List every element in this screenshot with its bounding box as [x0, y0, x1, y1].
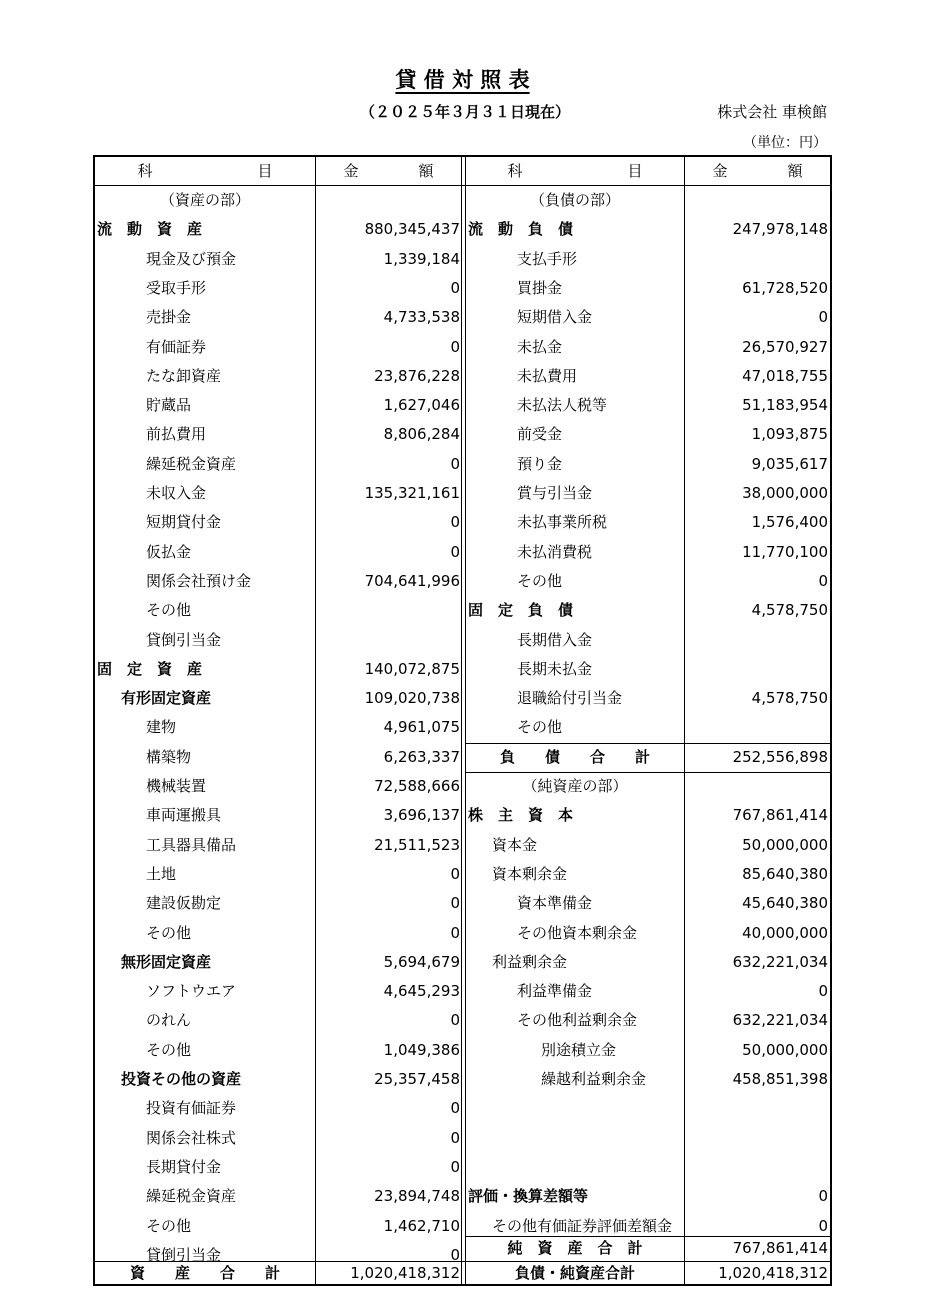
- asset-item-amount: 0: [450, 923, 460, 942]
- asset-item-amount: 4,645,293: [383, 982, 460, 1001]
- asset-item-amount: 109,020,738: [364, 689, 460, 708]
- net-asset-item-amount: [685, 1124, 828, 1153]
- net-asset-item-amount: 767,861,414: [732, 806, 828, 825]
- asset-item-amount: 140,072,875: [364, 659, 460, 678]
- asset-item-label: 固 定 資 産: [97, 659, 203, 678]
- asset-item-label: 関係会社株式: [146, 1128, 237, 1147]
- right-amount-header: 金 額: [712, 162, 803, 180]
- liability-item-label: 未払事業所税: [517, 513, 608, 532]
- asset-item-amount: 0: [450, 1157, 460, 1176]
- asset-item-amount: 0: [450, 278, 460, 297]
- grand-total-label: 負債・純資産合計: [514, 1264, 635, 1282]
- net-asset-item-label: 利益剰余金: [492, 952, 568, 971]
- net-asset-item-amount: 632,221,034: [732, 952, 828, 971]
- asset-item-amount: 4,733,538: [383, 308, 460, 327]
- asset-item-amount: 1,627,046: [383, 396, 460, 415]
- net-asset-item-amount: 40,000,000: [742, 923, 828, 942]
- asset-item-amount: 6,263,337: [383, 747, 460, 766]
- net-asset-section-label: （純資産の部）: [522, 777, 628, 795]
- asset-item-label: 投資有価証券: [146, 1099, 237, 1118]
- liability-item-label: 未払金: [517, 337, 563, 356]
- asset-item-label: ソフトウエア: [146, 982, 237, 1001]
- asset-item-label: その他: [146, 601, 192, 620]
- asset-item-label: 車両運搬具: [146, 806, 222, 825]
- asset-item-label: 機械装置: [146, 777, 207, 795]
- liability-item-amount: [685, 626, 828, 655]
- asset-item-label: 有価証券: [146, 337, 207, 356]
- liability-item-label: 未払費用: [517, 366, 578, 385]
- asset-item-amount: 8,806,284: [383, 425, 460, 444]
- liability-item-amount: 4,578,750: [751, 601, 828, 620]
- net-asset-item-label: 資本金: [492, 835, 538, 854]
- asset-item-label: 関係会社預け金: [146, 571, 252, 590]
- net-asset-item-amount: [685, 1153, 828, 1182]
- asset-item-label: 土地: [146, 864, 177, 883]
- asset-item-label: 貸倒引当金: [146, 1245, 222, 1264]
- asset-item-label: 受取手形: [146, 278, 207, 297]
- net-asset-item-label: [468, 1124, 684, 1153]
- asset-item-amount: 23,894,748: [374, 1187, 460, 1206]
- net-asset-item-amount: 632,221,034: [732, 1011, 828, 1030]
- net-asset-item-label: 評価・換算差額等: [468, 1187, 589, 1206]
- liability-item-amount: 247,978,148: [732, 220, 828, 239]
- liability-item-amount: 26,570,927: [742, 337, 828, 356]
- liability-section-label: （負債の部）: [529, 191, 620, 209]
- asset-item-amount: 5,694,679: [383, 952, 460, 971]
- liability-item-amount: 0: [818, 308, 828, 327]
- liability-item-label: 預り金: [517, 454, 563, 473]
- asset-item-label: 仮払金: [146, 542, 192, 561]
- left-subject-header: 科 目: [137, 162, 273, 180]
- net-asset-item-amount: 50,000,000: [742, 835, 828, 854]
- asset-item-label: 有形固定資産: [121, 689, 212, 708]
- net-asset-item-amount: 45,640,380: [742, 894, 828, 913]
- asset-item-amount: 0: [450, 864, 460, 883]
- balance-sheet-table: [93, 155, 832, 1286]
- grand-total-amount: 1,020,418,312: [718, 1264, 828, 1282]
- liability-item-label: 固 定 負 債: [468, 601, 574, 620]
- asset-item-label: たな卸資産: [146, 366, 222, 385]
- asset-item-amount: 3,696,137: [383, 806, 460, 825]
- net-asset-item-label: 別途積立金: [541, 1040, 617, 1059]
- asset-item-amount: [316, 626, 460, 655]
- asset-section-label: （資産の部）: [159, 191, 250, 209]
- asset-item-amount: 0: [450, 1128, 460, 1147]
- liability-item-label: 流 動 負 債: [468, 220, 574, 239]
- asset-item-label: 工具器具備品: [146, 835, 237, 854]
- asset-item-label: 建物: [146, 718, 177, 737]
- asset-item-amount: 1,462,710: [383, 1216, 460, 1235]
- asset-item-amount: 135,321,161: [364, 484, 460, 502]
- column-divider: [461, 157, 462, 1284]
- asset-item-label: 売掛金: [146, 308, 192, 327]
- asset-item-amount: 0: [450, 1011, 460, 1030]
- asset-item-amount: 0: [450, 1099, 460, 1118]
- net-asset-item-label: [468, 1153, 684, 1182]
- liability-item-amount: 0: [818, 571, 828, 590]
- asset-item-label: 未収入金: [146, 484, 207, 502]
- asset-item-label: 長期貸付金: [146, 1157, 222, 1176]
- liability-item-amount: 61,728,520: [742, 278, 828, 297]
- net-asset-item-amount: 0: [818, 1187, 828, 1206]
- liability-item-amount: 1,576,400: [751, 513, 828, 532]
- asset-item-amount: 880,345,437: [364, 220, 460, 239]
- liability-item-amount: 38,000,000: [742, 484, 828, 502]
- liability-item-label: 買掛金: [517, 278, 563, 297]
- liability-item-label: その他: [517, 571, 563, 590]
- net-asset-item-label: 株 主 資 本: [468, 806, 574, 825]
- liability-item-label: 長期未払金: [517, 659, 593, 678]
- net-asset-item-amount: [685, 1094, 828, 1123]
- asset-item-label: その他: [146, 1040, 192, 1059]
- company-name: 株式会社 車検館: [717, 103, 827, 121]
- liability-item-amount: 11,770,100: [742, 542, 828, 561]
- liability-item-amount: [685, 655, 828, 684]
- liability-item-label: 退職給付引当金: [517, 689, 623, 708]
- net-asset-item-amount: 0: [818, 1216, 828, 1235]
- asset-item-amount: 4,961,075: [383, 718, 460, 737]
- liability-item-label: 未払法人税等: [517, 396, 608, 415]
- asset-item-amount: 0: [450, 894, 460, 913]
- liability-item-label: 賞与引当金: [517, 484, 593, 502]
- asset-item-label: その他: [146, 923, 192, 942]
- net-asset-item-label: 利益準備金: [517, 982, 593, 1001]
- net-asset-item-label: その他利益剰余金: [517, 1011, 638, 1030]
- asset-item-label: 前払費用: [146, 425, 207, 444]
- net-assets-total-amount: 767,861,414: [732, 1239, 828, 1257]
- left-amount-header: 金 額: [343, 162, 434, 180]
- asset-item-amount: 23,876,228: [374, 366, 460, 385]
- asset-item-amount: 72,588,666: [374, 777, 460, 795]
- net-asset-item-label: その他資本剰余金: [517, 923, 638, 942]
- asset-item-amount: 21,511,523: [374, 835, 460, 854]
- net-asset-item-label: 繰越利益剰余金: [541, 1070, 647, 1088]
- net-asset-item-label: その他有価証券評価差額金: [492, 1216, 673, 1235]
- liability-item-label: 短期借入金: [517, 308, 593, 327]
- right-subject-header: 科 目: [507, 162, 643, 180]
- assets-total-amount: 1,020,418,312: [350, 1264, 460, 1282]
- asset-item-label: その他: [146, 1216, 192, 1235]
- asset-item-amount: 0: [450, 513, 460, 532]
- asset-item-amount: 0: [450, 337, 460, 356]
- asset-item-label: 短期貸付金: [146, 513, 222, 532]
- liability-item-amount: 51,183,954: [742, 396, 828, 415]
- liability-item-label: 未払消費税: [517, 542, 593, 561]
- asset-item-label: 構築物: [146, 747, 192, 766]
- liabilities-total-amount: 252,556,898: [732, 747, 828, 766]
- net-asset-item-amount: 458,851,398: [732, 1070, 828, 1088]
- liability-item-amount: [685, 713, 828, 742]
- liability-item-amount: 47,018,755: [742, 366, 828, 385]
- liability-item-label: 前受金: [517, 425, 563, 444]
- unit-label: （単位：円）: [743, 135, 827, 151]
- asset-item-amount: [316, 596, 460, 625]
- asset-item-label: 繰延税金資産: [146, 1187, 237, 1206]
- liability-item-amount: [685, 245, 828, 274]
- asset-item-amount: 0: [450, 542, 460, 561]
- net-asset-item-amount: 50,000,000: [742, 1040, 828, 1059]
- liability-item-label: 支払手形: [517, 249, 578, 268]
- asset-item-label: のれん: [146, 1011, 192, 1030]
- net-asset-item-label: 資本剰余金: [492, 864, 568, 883]
- as-of-date: （２０２５年３月３１日現在）: [359, 103, 570, 121]
- asset-item-label: 無形固定資産: [121, 952, 212, 971]
- liability-item-amount: 4,578,750: [751, 689, 828, 708]
- liabilities-total-label: 負 債 合 計: [499, 747, 650, 766]
- asset-item-amount: 1,339,184: [383, 249, 460, 268]
- asset-item-amount: 1,049,386: [383, 1040, 460, 1059]
- net-asset-item-label: 資本準備金: [517, 894, 593, 913]
- net-asset-item-amount: 0: [818, 982, 828, 1001]
- column-divider: [465, 157, 466, 1284]
- asset-item-label: 現金及び預金: [146, 249, 237, 268]
- asset-item-label: 貯蔵品: [146, 396, 192, 415]
- asset-item-label: 投資その他の資産: [121, 1070, 242, 1088]
- asset-item-amount: 25,357,458: [374, 1070, 460, 1088]
- net-assets-total-label: 純 資 産 合 計: [507, 1239, 643, 1257]
- liability-item-amount: 1,093,875: [751, 425, 828, 444]
- liability-item-label: その他: [517, 718, 563, 737]
- asset-item-amount: 704,641,996: [364, 571, 460, 590]
- net-asset-item-amount: 85,640,380: [742, 864, 828, 883]
- asset-item-label: 流 動 資 産: [97, 220, 203, 239]
- asset-item-label: 繰延税金資産: [146, 454, 237, 473]
- liability-item-label: 長期借入金: [517, 630, 593, 649]
- asset-item-amount: 0: [450, 454, 460, 473]
- document-title: 貸 借 対 照 表: [395, 68, 530, 92]
- liability-item-amount: 9,035,617: [751, 454, 828, 473]
- assets-total-label: 資 産 合 計: [129, 1264, 280, 1282]
- asset-item-label: 貸倒引当金: [146, 630, 222, 649]
- net-asset-item-label: [468, 1094, 684, 1123]
- asset-item-label: 建設仮勘定: [146, 894, 222, 913]
- asset-item-amount: 0: [450, 1245, 460, 1264]
